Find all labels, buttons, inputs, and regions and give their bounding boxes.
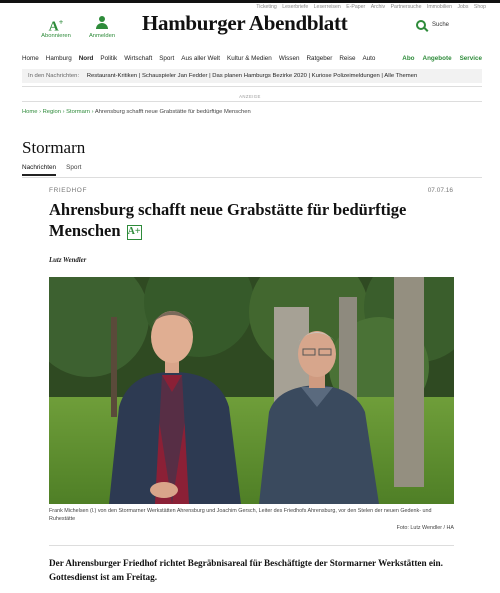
nav-item-politik[interactable]: Politik	[100, 55, 118, 62]
divider	[22, 86, 482, 87]
nav-item-kultur-medien[interactable]: Kultur & Medien	[227, 55, 272, 62]
premium-plus-icon: A+	[127, 225, 142, 240]
news-bar-lead: In den Nachrichten:	[28, 73, 80, 79]
utility-link[interactable]: Jobs	[457, 4, 469, 10]
utility-link[interactable]: E-Paper	[346, 4, 366, 10]
main-navigation	[22, 55, 482, 62]
photo-credit: Foto: Lutz Wendler / HA	[396, 525, 454, 531]
article-teaser: Der Ahrensburger Friedhof richtet Begräbnisareal für Beschäftigte der Stormarner Werkstätten ein. Gottesdienst ist am Freitag.	[49, 558, 443, 582]
utility-link[interactable]: Shop	[473, 4, 486, 10]
divider	[49, 545, 454, 546]
ad-label: ANZEIGE	[239, 94, 261, 99]
utility-link[interactable]: Partnersuche	[390, 4, 422, 10]
headline-text: Ahrensburg schafft neue Grabstätte für bedürftige Menschen	[49, 200, 407, 240]
utility-link[interactable]: Archiv	[370, 4, 386, 10]
breadcrumb-links[interactable]: Home › Region › Stormarn ›	[22, 109, 94, 115]
search-icon	[416, 20, 426, 30]
nav-item-nord[interactable]: Nord	[78, 55, 94, 62]
utility-link[interactable]: Leserbriefe	[282, 4, 309, 10]
nav-item-home[interactable]: Home	[22, 55, 39, 62]
article-kicker: FRIEDHOF	[49, 187, 88, 194]
site-logo[interactable]: Hamburger Abendblatt	[142, 11, 348, 35]
nav-item-wirtschaft[interactable]: Wirtschaft	[124, 55, 153, 62]
nav-item-angebote[interactable]: Angebote	[422, 55, 452, 62]
nav-item-reise[interactable]: Reise	[339, 55, 356, 62]
login-link[interactable]	[82, 15, 122, 39]
nav-item-ratgeber[interactable]: Ratgeber	[306, 55, 333, 62]
divider	[22, 101, 482, 102]
breadcrumb	[22, 109, 251, 115]
nav-item-abo[interactable]: Abo	[402, 55, 415, 62]
nav-item-aus-aller-welt[interactable]: Aus aller Welt	[181, 55, 220, 62]
utility-links	[252, 4, 486, 10]
divider	[22, 177, 482, 178]
a-plus-icon: A+	[48, 18, 64, 35]
article-date: 07.07.16	[427, 187, 453, 194]
article-author[interactable]: Lutz Wendler	[49, 257, 87, 264]
news-bar	[22, 69, 482, 83]
user-icon	[95, 15, 109, 30]
tab-sport[interactable]: Sport	[66, 164, 82, 171]
photo-illustration	[49, 277, 454, 504]
section-title: Stormarn	[22, 138, 86, 157]
nav-item-wissen[interactable]: Wissen	[278, 55, 300, 62]
section-tabs	[22, 164, 91, 176]
article-headline	[49, 199, 449, 241]
nav-item-hamburg[interactable]: Hamburg	[45, 55, 72, 62]
photo-caption: Frank Michelsen (l.) von den Stormarner Werkstätten Ahrensburg und Joachim Gersch, Leiter des Friedhofs Ahrensburg, vor den Stelen der neuen Gedenk- und Ruhestätte	[49, 508, 432, 522]
login-label: Anmelden	[88, 33, 116, 39]
search-label: Suche	[432, 22, 450, 28]
search-button[interactable]	[416, 20, 449, 30]
utility-link[interactable]: Leserreisen	[313, 4, 341, 10]
tab-nachrichten[interactable]: Nachrichten	[22, 164, 56, 176]
news-bar-topics[interactable]: Restaurant-Kritiken | Schauspieler Jan Fedder | Das planen Hamburgs Bezirke 2020 | Kuriose Polizeimeldungen | Alle Themen	[86, 73, 418, 79]
breadcrumb-current: Ahrensburg schafft neue Grabstätte für bedürftige Menschen	[94, 109, 251, 115]
article-photo[interactable]	[49, 277, 454, 504]
nav-right-links	[394, 55, 482, 62]
subscribe-label: Abonnieren	[41, 33, 71, 39]
utility-link[interactable]: Immobilien	[426, 4, 452, 10]
utility-link[interactable]: Ticketing	[256, 4, 277, 10]
subscribe-link[interactable]	[36, 15, 76, 39]
nav-item-service[interactable]: Service	[459, 55, 482, 62]
top-black-bar	[0, 0, 500, 3]
nav-item-auto[interactable]: Auto	[362, 55, 376, 62]
nav-item-sport[interactable]: Sport	[159, 55, 175, 62]
